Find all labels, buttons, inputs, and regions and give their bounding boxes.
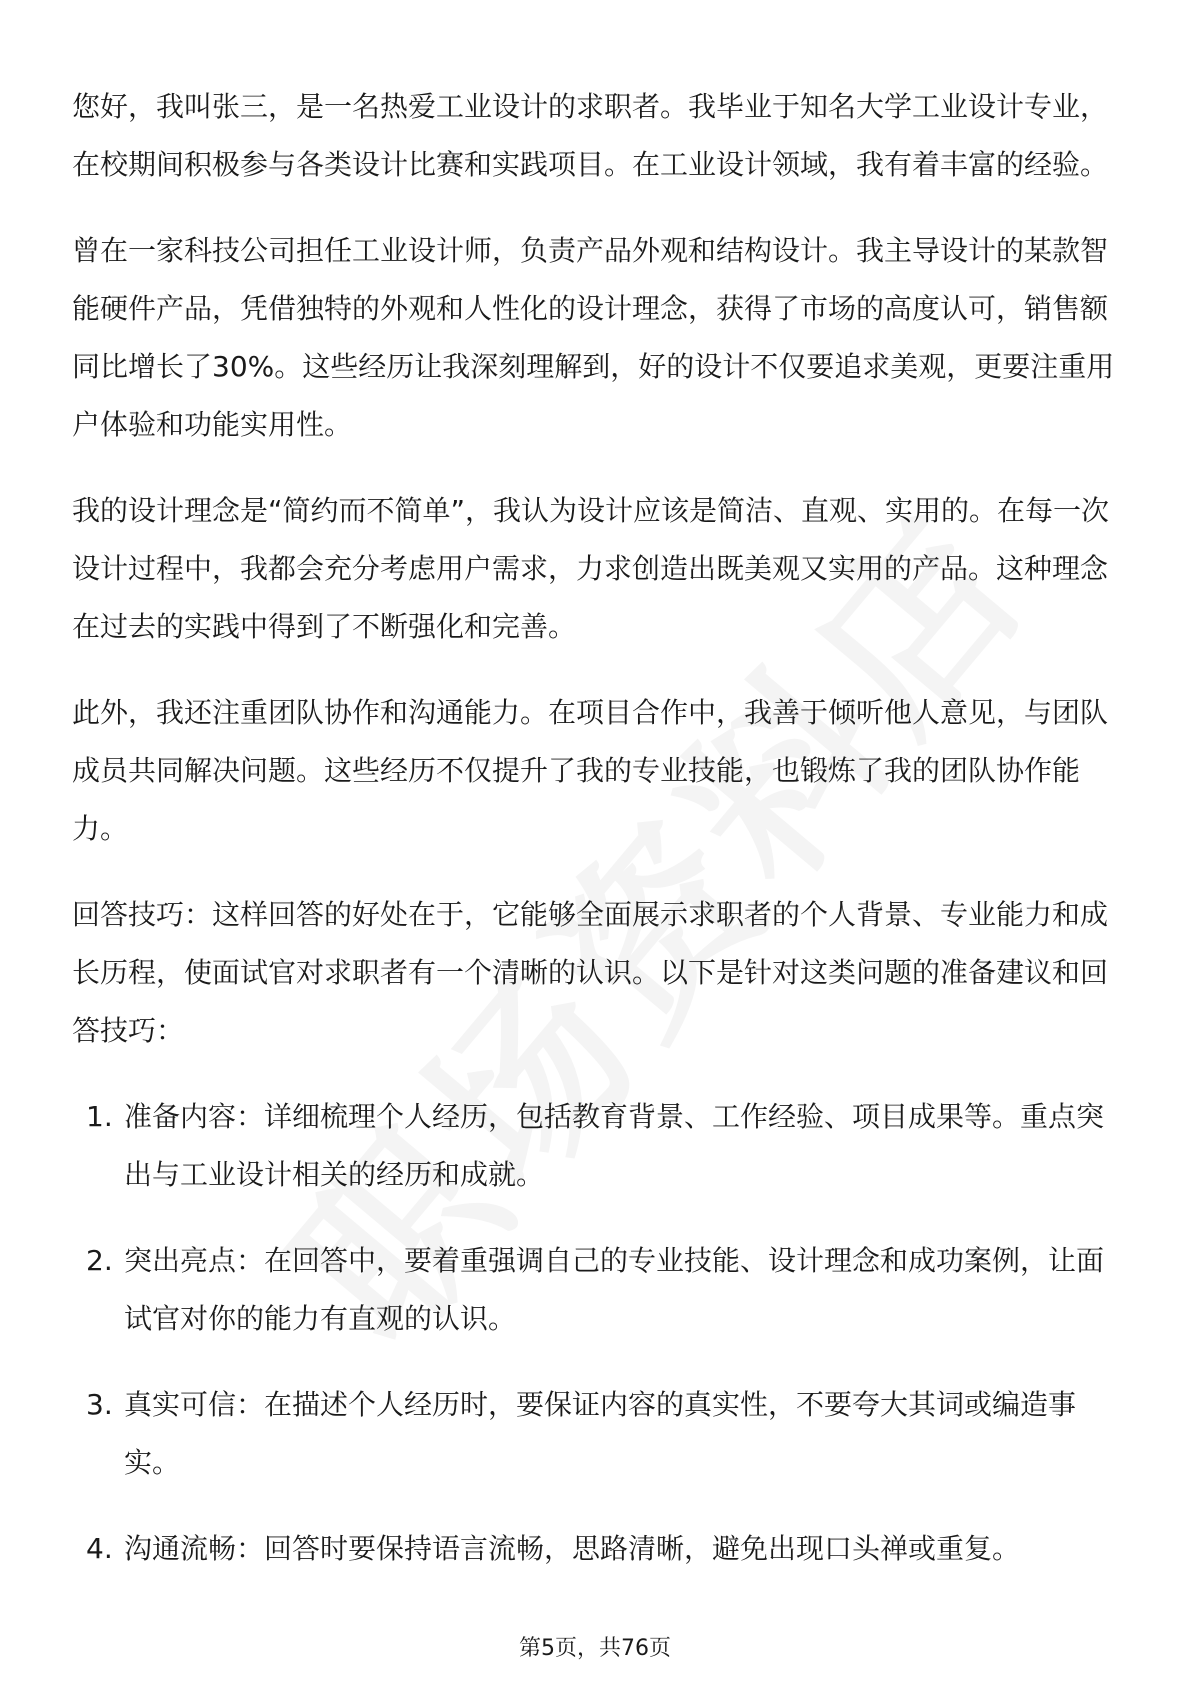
list-item-text: 真实可信：在描述个人经历时，要保证内容的真实性，不要夸大其词或编造事实。 — [124, 1388, 1077, 1479]
list-item-number: 1. — [86, 1100, 113, 1133]
list-item — [72, 1520, 1120, 1578]
tips-list — [72, 1088, 1120, 1578]
list-item-number: 3. — [86, 1388, 113, 1421]
paragraph-design-philosophy: 我的设计理念是“简约而不简单”，我认为设计应该是简洁、直观、实用的。在每一次设计过程中，我都会充分考虑用户需求，力求创造出既美观又实用的产品。这种理念在过去的实践中得到了不断强化和完善。 — [72, 494, 1110, 643]
paragraph-experience: 曾在一家科技公司担任工业设计师，负责产品外观和结构设计。我主导设计的某款智能硬件产品，凭借独特的外观和人性化的设计理念，获得了市场的高度认可，销售额同比增长了30%。这些经历让我深刻理解到，好的设计不仅要追求美观，更要注重用户体验和功能实用性。 — [72, 234, 1115, 441]
paragraph-teamwork: 此外，我还注重团队协作和沟通能力。在项目合作中，我善于倾听他人意见，与团队成员共同解决问题。这些经历不仅提升了我的专业技能，也锻炼了我的团队协作能力。 — [72, 696, 1109, 845]
list-item-text: 沟通流畅：回答时要保持语言流畅，思路清晰，避免出现口头禅或重复。 — [124, 1532, 1021, 1565]
paragraph-answer-tips: 回答技巧：这样回答的好处在于，它能够全面展示求职者的个人背景、专业能力和成长历程，使面试官对求职者有一个清晰的认识。以下是针对这类问题的准备建议和回答技巧： — [72, 898, 1109, 1047]
list-item-number: 2. — [86, 1244, 113, 1277]
list-item-text: 突出亮点：在回答中，要着重强调自己的专业技能、设计理念和成功案例，让面试官对你的能力有直观的认识。 — [124, 1244, 1105, 1335]
list-item — [72, 1376, 1120, 1492]
page-number: 第5页，共76页 — [519, 1636, 671, 1661]
list-item-number: 4. — [86, 1532, 113, 1565]
list-item — [72, 1088, 1120, 1204]
list-item — [72, 1232, 1120, 1348]
paragraph-intro: 您好，我叫张三，是一名热爱工业设计的求职者。我毕业于知名大学工业设计专业，在校期间积极参与各类设计比赛和实践项目。在工业设计领域，我有着丰富的经验。 — [72, 90, 1109, 181]
document-body — [72, 78, 1120, 1606]
list-item-text: 准备内容：详细梳理个人经历，包括教育背景、工作经验、项目成果等。重点突出与工业设计相关的经历和成就。 — [124, 1100, 1105, 1191]
